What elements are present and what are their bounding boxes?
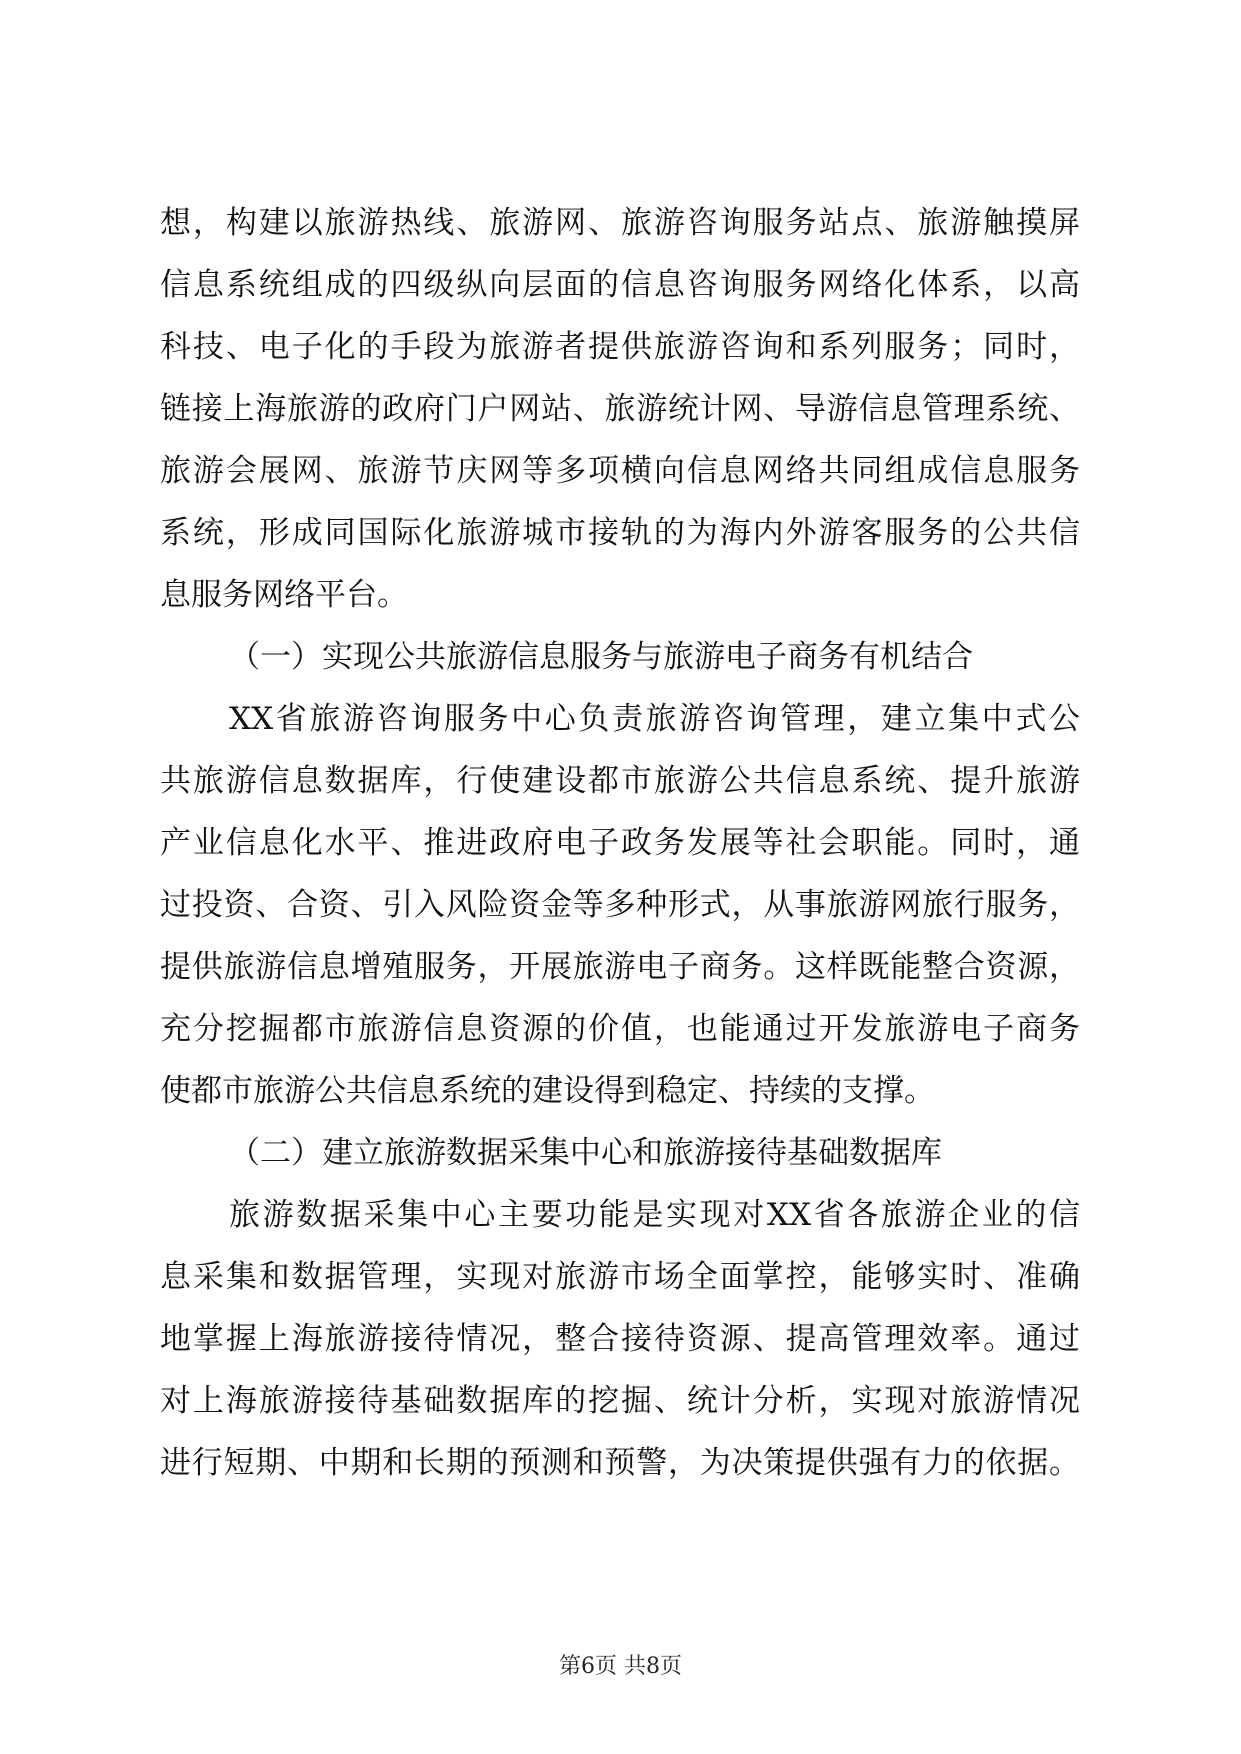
paragraph-2-line-7: 使都市旅游公共信息系统的建设得到稳定、持续的支撑。 — [160, 1073, 935, 1109]
paragraph-3-line-3: 地掌握上海旅游接待情况，整合接待资源、提高管理效率。通过 — [160, 1321, 1080, 1357]
paragraph-2-line-3: 产业信息化水平、推进政府电子政务发展等社会职能。同时，通 — [160, 825, 1080, 861]
paragraph-3-line-5: 进行短期、中期和长期的预测和预警，为决策提供强有力的依据。 — [160, 1445, 1080, 1481]
paragraph-2-line-4: 过投资、合资、引入风险资金等多种形式，从事旅游网旅行服务， — [160, 887, 1080, 923]
paragraph-2-line-2: 共旅游信息数据库，行使建设都市旅游公共信息系统、提升旅游 — [160, 763, 1080, 799]
paragraph-2-line-1: XX省旅游咨询服务中心负责旅游咨询管理，建立集中式公 — [229, 701, 1080, 737]
paragraph-1-line-4: 链接上海旅游的政府门户网站、旅游统计网、导游信息管理系统、 — [160, 391, 1080, 427]
section-heading-2: （二）建立旅游数据采集中心和旅游接待基础数据库 — [229, 1135, 942, 1171]
paragraph-1-line-7: 息服务网络平台。 — [160, 577, 408, 613]
paragraph-3-line-2: 息采集和数据管理，实现对旅游市场全面掌控，能够实时、准确 — [160, 1259, 1080, 1295]
paragraph-3-line-4: 对上海旅游接待基础数据库的挖掘、统计分析，实现对旅游情况 — [160, 1383, 1080, 1419]
paragraph-1-line-5: 旅游会展网、旅游节庆网等多项横向信息网络共同组成信息服务 — [160, 453, 1080, 489]
paragraph-1-line-6: 系统，形成同国际化旅游城市接轨的为海内外游客服务的公共信 — [160, 515, 1080, 551]
paragraph-1-line-1: 想，构建以旅游热线、旅游网、旅游咨询服务站点、旅游触摸屏 — [160, 205, 1080, 241]
page-number-footer: 第6页 共8页 — [559, 1654, 682, 1679]
paragraph-1-line-3: 科技、电子化的手段为旅游者提供旅游咨询和系列服务；同时， — [160, 329, 1080, 365]
paragraph-3-line-1: 旅游数据采集中心主要功能是实现对XX省各旅游企业的信 — [229, 1197, 1080, 1233]
paragraph-2-line-6: 充分挖掘都市旅游信息资源的价值，也能通过开发旅游电子商务 — [160, 1011, 1080, 1047]
section-heading-1: （一）实现公共旅游信息服务与旅游电子商务有机结合 — [229, 639, 973, 675]
paragraph-2-line-5: 提供旅游信息增殖服务，开展旅游电子商务。这样既能整合资源， — [160, 949, 1080, 985]
paragraph-1-line-2: 信息系统组成的四级纵向层面的信息咨询服务网络化体系，以高 — [160, 267, 1080, 303]
